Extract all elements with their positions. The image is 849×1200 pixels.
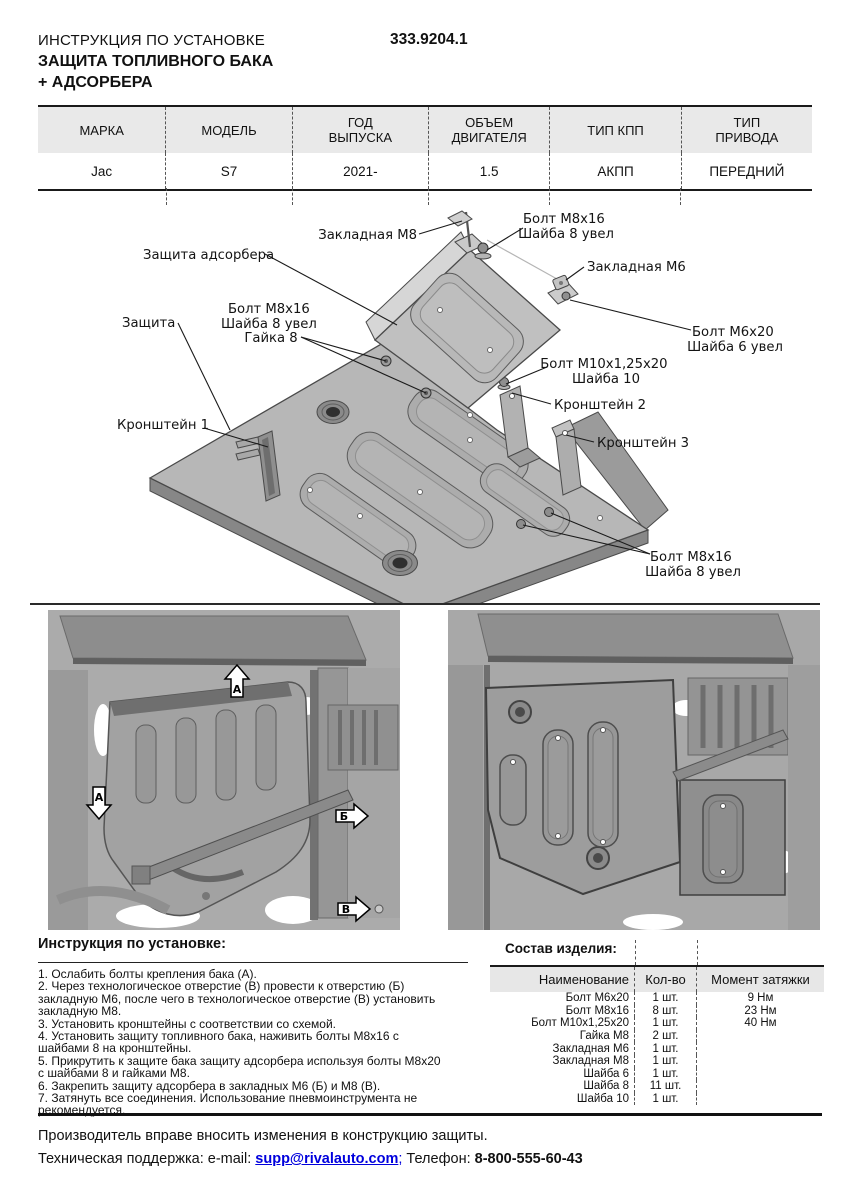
support-label: Техническая поддержка: e-mail: — [38, 1151, 256, 1167]
part-qty: 11 шт. — [635, 1080, 697, 1093]
vehicle-drive: ПЕРЕДНИЙ — [709, 163, 785, 179]
page-title-line1: ЗАЩИТА ТОПЛИВНОГО БАКА — [38, 53, 274, 70]
parts-row — [490, 1030, 824, 1043]
label-bolt-m8-bottom — [645, 550, 741, 580]
part-qty: 1 шт. — [635, 1055, 697, 1068]
vehicle-col-marka — [38, 107, 166, 153]
plate-hole — [598, 516, 603, 521]
parts-row — [490, 1080, 824, 1093]
label-bolt-m6 — [687, 325, 783, 355]
support-email-link[interactable]: supp@rivalauto.com — [255, 1151, 399, 1167]
plate-hole — [488, 348, 493, 353]
part-name: Закладная М8 — [490, 1055, 635, 1068]
part-name: Болт М10х1,25х20 — [490, 1017, 635, 1030]
label-line: Гайка 8 — [244, 331, 298, 346]
vehicle-gearbox: АКПП — [550, 153, 681, 189]
label-bolt-m8-top — [518, 212, 614, 242]
header-line: ДВИГАТЕЛЯ — [451, 130, 527, 145]
diagram-separator-rule — [30, 603, 820, 605]
label-line: Шайба 8 увел — [645, 565, 741, 580]
vehicle-table — [38, 105, 812, 191]
manufacturer-disclaimer: Производитель вправе вносить изменения в конструкцию защиты. — [38, 1128, 488, 1144]
instruction-step: 7. Затянуть все соединения. Использование пневмоинструмента не рекомендуется. — [38, 1091, 418, 1118]
part-torque — [697, 1055, 824, 1068]
instruction-step: 1. Ослабить болты крепления бака (А). — [38, 967, 257, 981]
part-name: Шайба 8 — [490, 1080, 635, 1093]
header-line: ВЫПУСКА — [328, 130, 393, 145]
part-torque — [697, 1068, 824, 1081]
parts-row — [490, 1093, 824, 1106]
header-line: ТИП КПП — [587, 122, 644, 138]
plate-hole — [418, 490, 423, 495]
part-torque — [697, 1093, 824, 1106]
vehicle-col-model — [166, 107, 292, 153]
header-line: ПРИВОДА — [715, 130, 779, 145]
parts-table — [490, 965, 824, 1105]
header-line: МОДЕЛЬ — [201, 122, 257, 138]
vehicle-year: 2021- — [293, 153, 429, 189]
part-name: Закладная М6 — [490, 1042, 635, 1055]
marker-letter: А — [232, 683, 242, 696]
part-qty: 2 шт. — [635, 1030, 697, 1043]
label-line: Болт М8х16 — [228, 302, 310, 317]
parts-header-row — [490, 965, 824, 992]
part-torque: 40 Нм — [744, 1017, 777, 1030]
part-qty: 1 шт. — [635, 992, 697, 1005]
parts-table-title: Состав изделия: — [505, 941, 617, 956]
assembly-axis-line — [487, 240, 557, 279]
vehicle-col-year — [293, 107, 429, 153]
photo-underbody-after — [448, 610, 820, 930]
parts-row — [490, 1042, 824, 1055]
installed-guard-plate — [486, 680, 680, 894]
plate-hole — [468, 413, 473, 418]
parts-row — [490, 1055, 824, 1068]
part-qty: 1 шт. — [635, 1042, 697, 1055]
vehicle-col-drive — [682, 107, 812, 153]
sill-beam — [60, 616, 366, 666]
instruction-step: 4. Установить защиту топливного бака, наживить болты М8х16 с шайбами 8 на кронштейны. — [38, 1029, 399, 1056]
part-name: Шайба 10 — [490, 1093, 635, 1106]
grommet-2 — [383, 551, 418, 576]
phone-label: Телефон: — [402, 1151, 475, 1167]
bolt-m8-rear-2 — [545, 508, 554, 517]
part-number: 333.9204.1 — [390, 31, 468, 48]
part-qty: 1 шт. — [635, 1068, 697, 1081]
exploded-diagram — [0, 190, 849, 604]
vehicle-table-header-row — [38, 107, 812, 153]
part-qty: 1 шт. — [635, 1017, 697, 1030]
part-torque — [697, 1030, 824, 1043]
parts-dash-stub — [697, 940, 698, 965]
label-line: Шайба 6 увел — [687, 340, 783, 355]
part-name: Гайка М8 — [490, 1030, 635, 1043]
parts-col-torque: Момент затяжки — [711, 972, 810, 987]
instruction-step: 6. Закрепить защиту адсорбера в закладных М6 (Б) и М8 (В). — [38, 1078, 381, 1093]
instruction-step: 5. Прикрутить к защите бака защиту адсорбера используя болты М8х20 с шайбами 8 и гайками М8. — [38, 1053, 441, 1081]
part-torque — [697, 1042, 824, 1055]
parts-dash-stub — [635, 940, 636, 965]
left-rail — [448, 665, 483, 930]
bottom-rule — [38, 1113, 822, 1116]
email-suffix: ; — [398, 1151, 403, 1167]
instructions-list — [38, 968, 443, 1117]
part-name: Шайба 6 — [490, 1068, 635, 1081]
instruction-step: 3. Установить кронштейны с соответствии со схемой. — [38, 1016, 337, 1031]
plate-hole — [308, 488, 313, 493]
part-name: Болт М6х20 — [490, 992, 635, 1005]
instruction-step: 2. Через технологическое отверстие (В) провести к отверстию (Б) закладную М6, после чего в технологическое отверстие (В) установить закладную М8. — [38, 979, 436, 1019]
label-line: Шайба 10 — [572, 372, 640, 387]
label-zakladnaya-m6: Закладная М6 — [587, 260, 686, 275]
instructions-rule — [38, 962, 468, 963]
label-kronshtein-2: Кронштейн 2 — [554, 398, 647, 413]
part-qty: 1 шт. — [635, 1093, 697, 1106]
label-line: Болт М10х1,25х20 — [540, 357, 668, 372]
part-qty: 8 шт. — [635, 1005, 697, 1018]
vehicle-table-data-row — [38, 153, 812, 189]
doc-type-label: ИНСТРУКЦИЯ ПО УСТАНОВКЕ — [38, 32, 265, 49]
grommet-1 — [317, 401, 349, 424]
vehicle-col-engine — [429, 107, 550, 153]
parts-row — [490, 992, 824, 1005]
label-kronshtein-3: Кронштейн 3 — [597, 436, 690, 451]
label-bolt-m10 — [540, 357, 672, 387]
header-line: ОБЪЕМ — [465, 115, 514, 130]
sill-beam — [478, 614, 793, 664]
label-zashita-adsorbera: Защита адсорбера — [143, 248, 275, 263]
bolt-m6 — [562, 292, 570, 300]
plate-hole — [468, 438, 473, 443]
header-line: МАРКА — [79, 122, 124, 138]
parts-col-qty: Кол-во — [635, 967, 697, 992]
page-title-line2: + АДСОРБЕРА — [38, 74, 153, 91]
vehicle-col-gearbox — [550, 107, 681, 153]
part-torque — [697, 1080, 824, 1093]
bolt-m8-rear-1 — [517, 520, 526, 529]
part-torque: 23 Нм — [744, 1004, 777, 1017]
label-line: Болт М8х16 — [650, 550, 732, 565]
label-zashita: Защита — [122, 316, 176, 331]
plate-hole — [358, 514, 363, 519]
label-line: Болт М8х16 — [523, 212, 605, 227]
label-zakladnaya-m8: Закладная М8 — [318, 228, 417, 243]
part-torque: 9 Нм — [747, 992, 774, 1005]
support-phone: 8-800-555-60-43 — [474, 1151, 583, 1167]
right-structure — [310, 668, 400, 920]
marker-letter: А — [94, 791, 104, 804]
instructions-title: Инструкция по установке: — [38, 936, 226, 952]
vehicle-make: Jac — [38, 153, 166, 189]
vehicle-model: S7 — [166, 153, 292, 189]
label-line: Болт М6х20 — [692, 325, 774, 340]
photo-underbody-before — [48, 610, 400, 930]
label-line: Шайба 8 увел — [518, 227, 614, 242]
header-line: ТИП — [733, 115, 761, 130]
part-name: Болт М8х16 — [490, 1005, 635, 1018]
label-kronshtein-1: Кронштейн 1 — [117, 418, 210, 433]
parts-row — [490, 1017, 824, 1030]
parts-col-name: Наименование — [490, 967, 635, 992]
label-line: Шайба 8 увел — [220, 317, 317, 332]
marker-letter: В — [341, 903, 351, 916]
parts-row — [490, 1005, 824, 1018]
support-line — [38, 1151, 583, 1167]
vehicle-engine: 1.5 — [429, 153, 550, 189]
header-line: ГОД — [347, 115, 373, 130]
installed-adsorber-guard — [680, 780, 785, 895]
parts-row — [490, 1068, 824, 1081]
marker-letter: Б — [339, 810, 349, 823]
plate-hole — [438, 308, 443, 313]
